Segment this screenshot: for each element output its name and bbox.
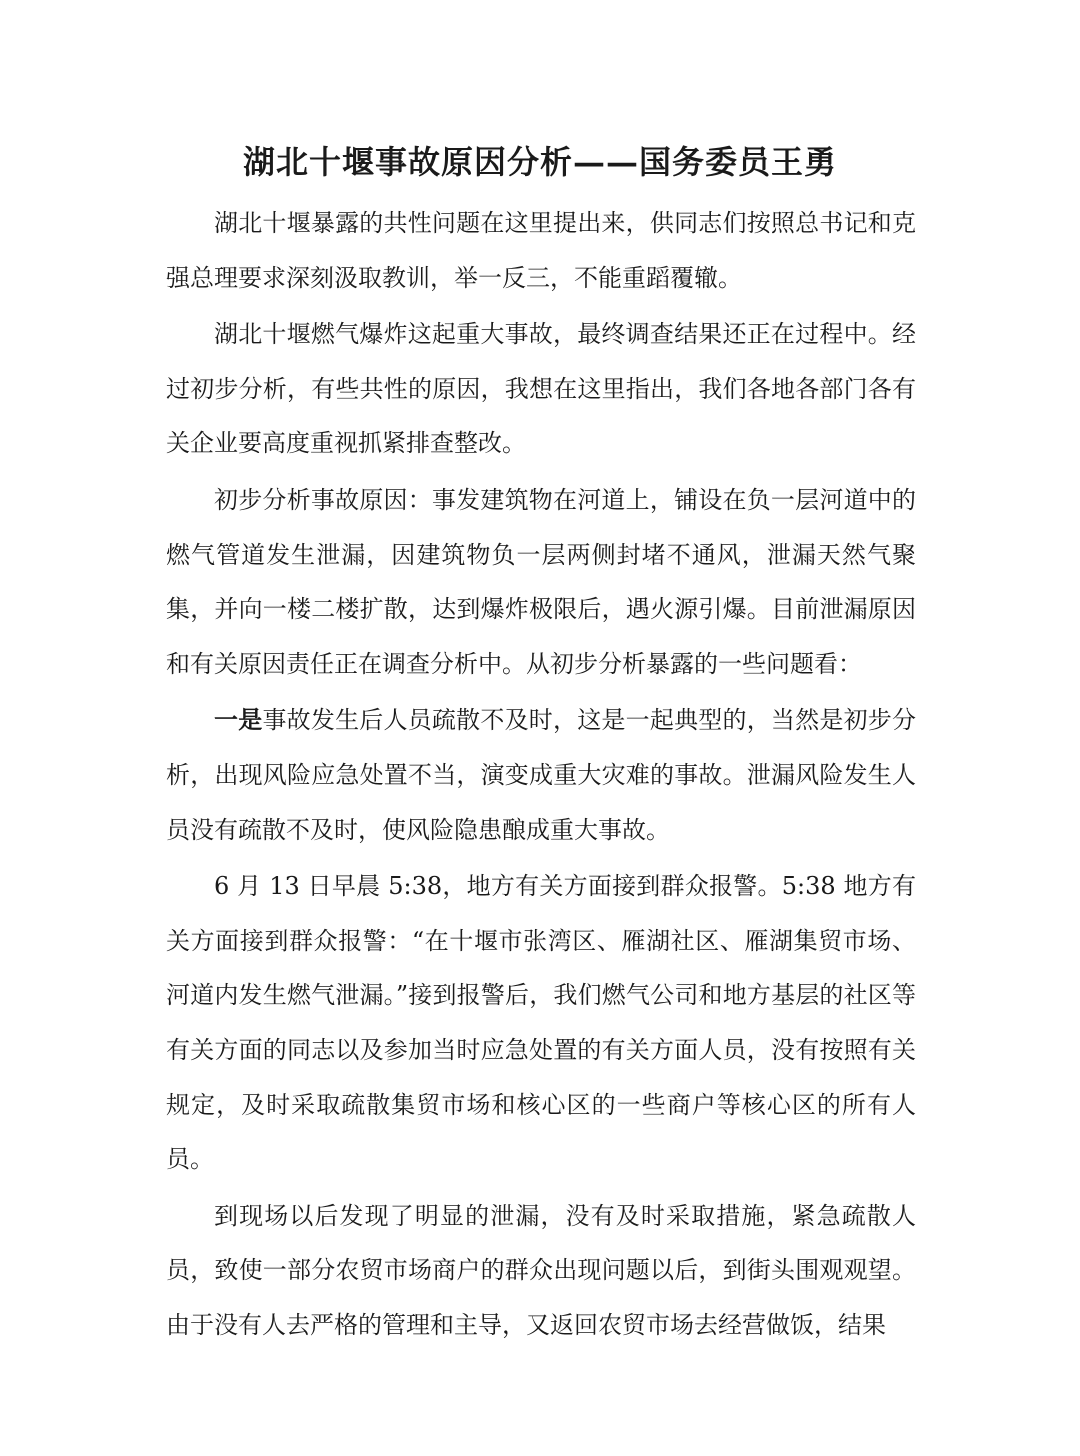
point-one-text: 事故发生后人员疏散不及时，这是一起典型的，当然是初步分析，出现风险应急处置不当，演变成重大灾难的事故。泄漏风险发生人员没有疏散不及时，使风险隐患酿成重大事故。	[166, 706, 917, 844]
document-title: 湖北十堰事故原因分析——国务委员王勇	[242, 143, 837, 181]
point-one-lead: 一是	[214, 705, 263, 735]
paragraph-cause: 初步分析事故原因：事发建筑物在河道上，铺设在负一层河道中的燃气管道发生泄漏，因建筑物负一层两侧封堵不通风，泄漏天然气聚集，并向一楼二楼扩散，达到爆炸极限后，遇火源引爆。目前泄漏原因和有关原因责任正在调查分析中。从初步分析暴露的一些问题看：	[166, 485, 916, 678]
document-body	[166, 196, 916, 1352]
paragraph-timeline: 6 月 13 日早晨 5:38，地方有关方面接到群众报警。5:38 地方有关方面接到群众报警：“在十堰市张湾区、雁湖社区、雁湖集贸市场、河道内发生燃气泄漏。”接到报警后，我们燃气公司和地方基层的社区等有关方面的同志以及参加当时应急处置的有关方面人员，没有按照有关规定，及时采取疏散集贸市场和核心区的一些商户等核心区的所有人员。	[166, 872, 916, 1174]
paragraph-point-one	[166, 693, 916, 857]
paragraph-intro: 湖北十堰暴露的共性问题在这里提出来，供同志们按照总书记和克强总理要求深刻汲取教训，举一反三，不能重蹈覆辙。	[166, 209, 916, 292]
paragraph-investigation: 湖北十堰燃气爆炸这起重大事故，最终调查结果还正在过程中。经过初步分析，有些共性的原因，我想在这里指出，我们各地各部门各有关企业要高度重视抓紧排查整改。	[166, 320, 916, 458]
paragraph-scene: 到现场以后发现了明显的泄漏，没有及时采取措施，紧急疏散人员，致使一部分农贸市场商户的群众出现问题以后，到街头围观观望。由于没有人去严格的管理和主导，又返回农贸市场去经营做饭，结果	[166, 1201, 916, 1339]
